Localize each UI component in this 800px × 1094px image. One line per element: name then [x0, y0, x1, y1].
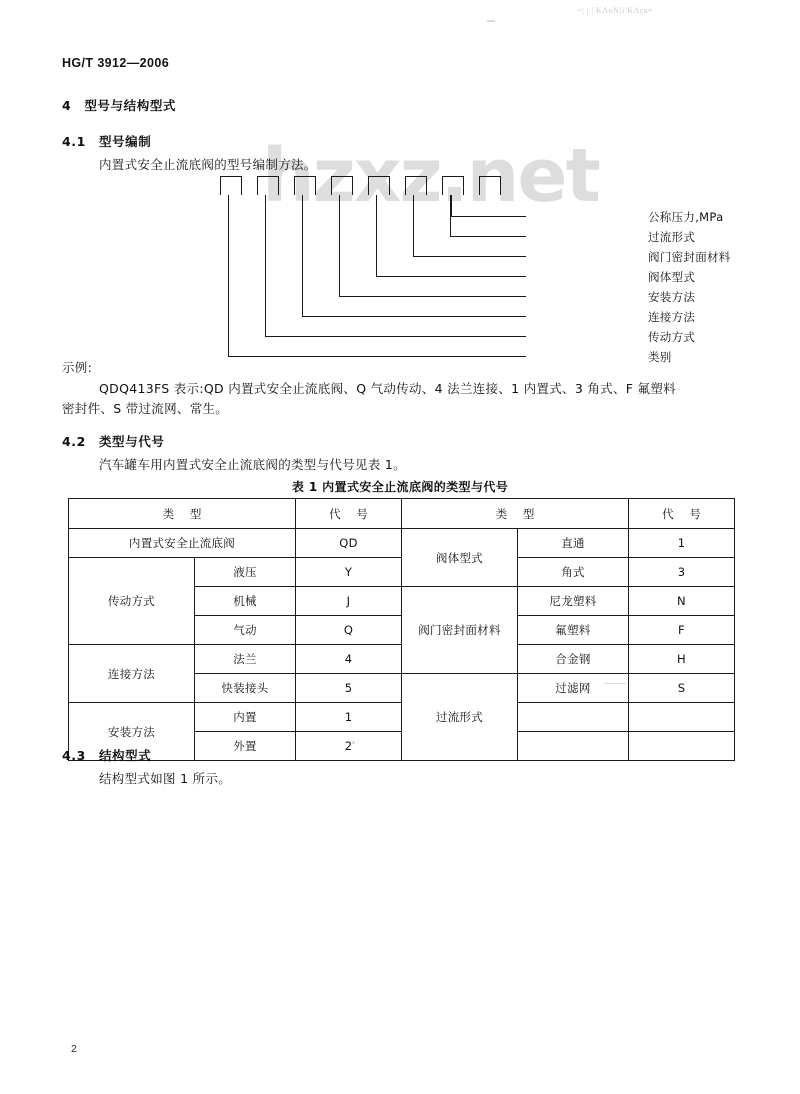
header-code-right: 代 号: [629, 499, 735, 529]
cell-item-fluoroplastic: 氟塑料: [518, 616, 629, 645]
paragraph-4-3-body: 结构型式如图 1 所示。: [99, 771, 231, 786]
code-box-3: [294, 176, 316, 195]
site-watermark: hzxz.net: [262, 133, 599, 219]
cell-item-angle: 角式: [518, 558, 629, 587]
paragraph-4-1-body: 内置式安全止流底阀的型号编制方法。: [99, 157, 317, 172]
cell-item-nylon: 尼龙塑料: [518, 587, 629, 616]
heading-4-3-title: 结构型式: [98, 748, 152, 763]
leader-line-6-v: [302, 195, 303, 317]
example-line-2: 密封件、S 带过流网、常生。: [62, 401, 229, 416]
leader-line-8-h: [228, 356, 526, 357]
paragraph-4-2-body: 汽车罐车用内置式安全止流底阀的类型与代号见表 1。: [99, 457, 406, 472]
code-box-1: [220, 176, 242, 195]
cell-blank-right-3: [518, 732, 629, 761]
cell-code-internal: 1: [296, 703, 402, 732]
cell-group-valve-name: 内置式安全止流底阀: [69, 529, 296, 558]
diagram-label-flow-type: 过流形式: [648, 230, 696, 244]
cell-blank-right-4: [629, 732, 735, 761]
cell-code-fluoroplastic: F: [629, 616, 735, 645]
leader-line-2-v: [450, 195, 451, 237]
heading-4-title: 型号与结构型式: [84, 98, 177, 113]
cell-item-external: 外置: [195, 732, 296, 761]
heading-section-4-3: [62, 746, 151, 764]
leader-line-4-v: [376, 195, 377, 277]
diagram-label-seal-material: 阀门密封面材料: [648, 250, 731, 264]
code-box-6: [405, 176, 427, 195]
heading-4-2-title: 类型与代号: [98, 434, 165, 449]
cell-code-nylon: N: [629, 587, 735, 616]
cell-code-external: 2: [296, 732, 402, 761]
cell-code-angle: 3: [629, 558, 735, 587]
cell-item-quick-coupling: 快装接头: [195, 674, 296, 703]
header-code-left: 代 号: [296, 499, 402, 529]
cell-item-mechanical: 机械: [195, 587, 296, 616]
cell-code-filter-screen: S: [629, 674, 735, 703]
code-box-7: [442, 176, 464, 195]
header-type-right: 类 型: [402, 499, 629, 529]
model-code-diagram: [200, 170, 731, 364]
heading-4-1-title: 型号编制: [98, 134, 152, 149]
cell-group-drive-method: 传动方式: [69, 558, 195, 645]
diagram-label-category: 类别: [648, 350, 672, 364]
leader-line-4-h: [376, 276, 526, 277]
heading-4-1-number: 4.1: [62, 134, 86, 149]
code-box-4: [331, 176, 353, 195]
diagram-label-body-type: 阀体型式: [648, 270, 696, 284]
heading-4-number: 4: [62, 98, 72, 113]
example-label: 示例:: [62, 360, 93, 375]
heading-4-2-number: 4.2: [62, 434, 86, 449]
diagram-label-connect-method: 连接方法: [648, 310, 696, 324]
cell-code-pneumatic: Q: [296, 616, 402, 645]
cell-code-alloy-steel: H: [629, 645, 735, 674]
cell-group-connect-method: 连接方法: [69, 645, 195, 703]
cell-code-quick-coupling: 5: [296, 674, 402, 703]
cell-blank-right-1: [518, 703, 629, 732]
heading-section-4-1: [62, 132, 151, 150]
example-line-1: QDQ413FS 表示:QD 内置式安全止流底阀、Q 气动传动、4 法兰连接、1 内置式、3 角式、F 氟塑料: [99, 381, 676, 396]
leader-line-7-v: [265, 195, 266, 337]
leader-line-5-v: [339, 195, 340, 297]
scan-artifact-text: =| | | KAoNii KAça=: [577, 6, 653, 15]
leader-line-1: [451, 195, 471, 217]
cell-item-straight: 直通: [518, 529, 629, 558]
cell-item-pneumatic: 气动: [195, 616, 296, 645]
cell-item-filter-screen: 过滤网: [518, 674, 629, 703]
cell-code-straight: 1: [629, 529, 735, 558]
cell-group-seal-material: 阀门密封面材料: [402, 587, 518, 674]
leader-line-8-v: [228, 195, 229, 357]
diagram-label-drive-method: 传动方式: [648, 330, 696, 344]
cell-code-mechanical: J: [296, 587, 402, 616]
cell-group-body-type: 阀体型式: [402, 529, 518, 587]
leader-line-1-h: [468, 216, 526, 217]
code-box-8: [479, 176, 501, 195]
cell-blank-right-2: [629, 703, 735, 732]
scan-speck-2: [352, 741, 355, 744]
cell-code-qd: QD: [296, 529, 402, 558]
code-box-2: [257, 176, 279, 195]
cell-group-install-method: 安装方法: [69, 703, 195, 761]
table-1-caption: 表 1 内置式安全止流底阀的类型与代号: [291, 480, 509, 494]
diagram-label-install-method: 安装方法: [648, 290, 696, 304]
heading-section-4-2: [62, 432, 164, 450]
scan-speck-3: [604, 683, 626, 684]
standard-number-header: HG/T 3912—2006: [62, 56, 170, 70]
cell-group-flow-type: 过流形式: [402, 674, 518, 761]
cell-code-hydraulic: Y: [296, 558, 402, 587]
leader-line-7-h: [265, 336, 526, 337]
leader-line-3-h: [413, 256, 526, 257]
cell-item-alloy-steel: 合金钢: [518, 645, 629, 674]
table-row: [69, 529, 735, 558]
page-number: 2: [71, 1043, 77, 1055]
table-1-types-and-codes: [68, 498, 735, 761]
scan-speck: [487, 20, 495, 22]
cell-code-flange: 4: [296, 645, 402, 674]
leader-line-2-h: [450, 236, 526, 237]
cell-item-internal: 内置: [195, 703, 296, 732]
leader-line-3-v: [413, 195, 414, 257]
heading-4-3-number: 4.3: [62, 748, 86, 763]
diagram-label-nominal-pressure: 公称压力,MPa: [648, 210, 724, 224]
table-header-row: [69, 499, 735, 529]
header-type-left: 类 型: [69, 499, 296, 529]
code-box-5: [368, 176, 390, 195]
cell-item-flange: 法兰: [195, 645, 296, 674]
cell-item-hydraulic: 液压: [195, 558, 296, 587]
leader-line-6-h: [302, 316, 526, 317]
heading-section-4: [62, 96, 176, 114]
leader-line-5-h: [339, 296, 526, 297]
